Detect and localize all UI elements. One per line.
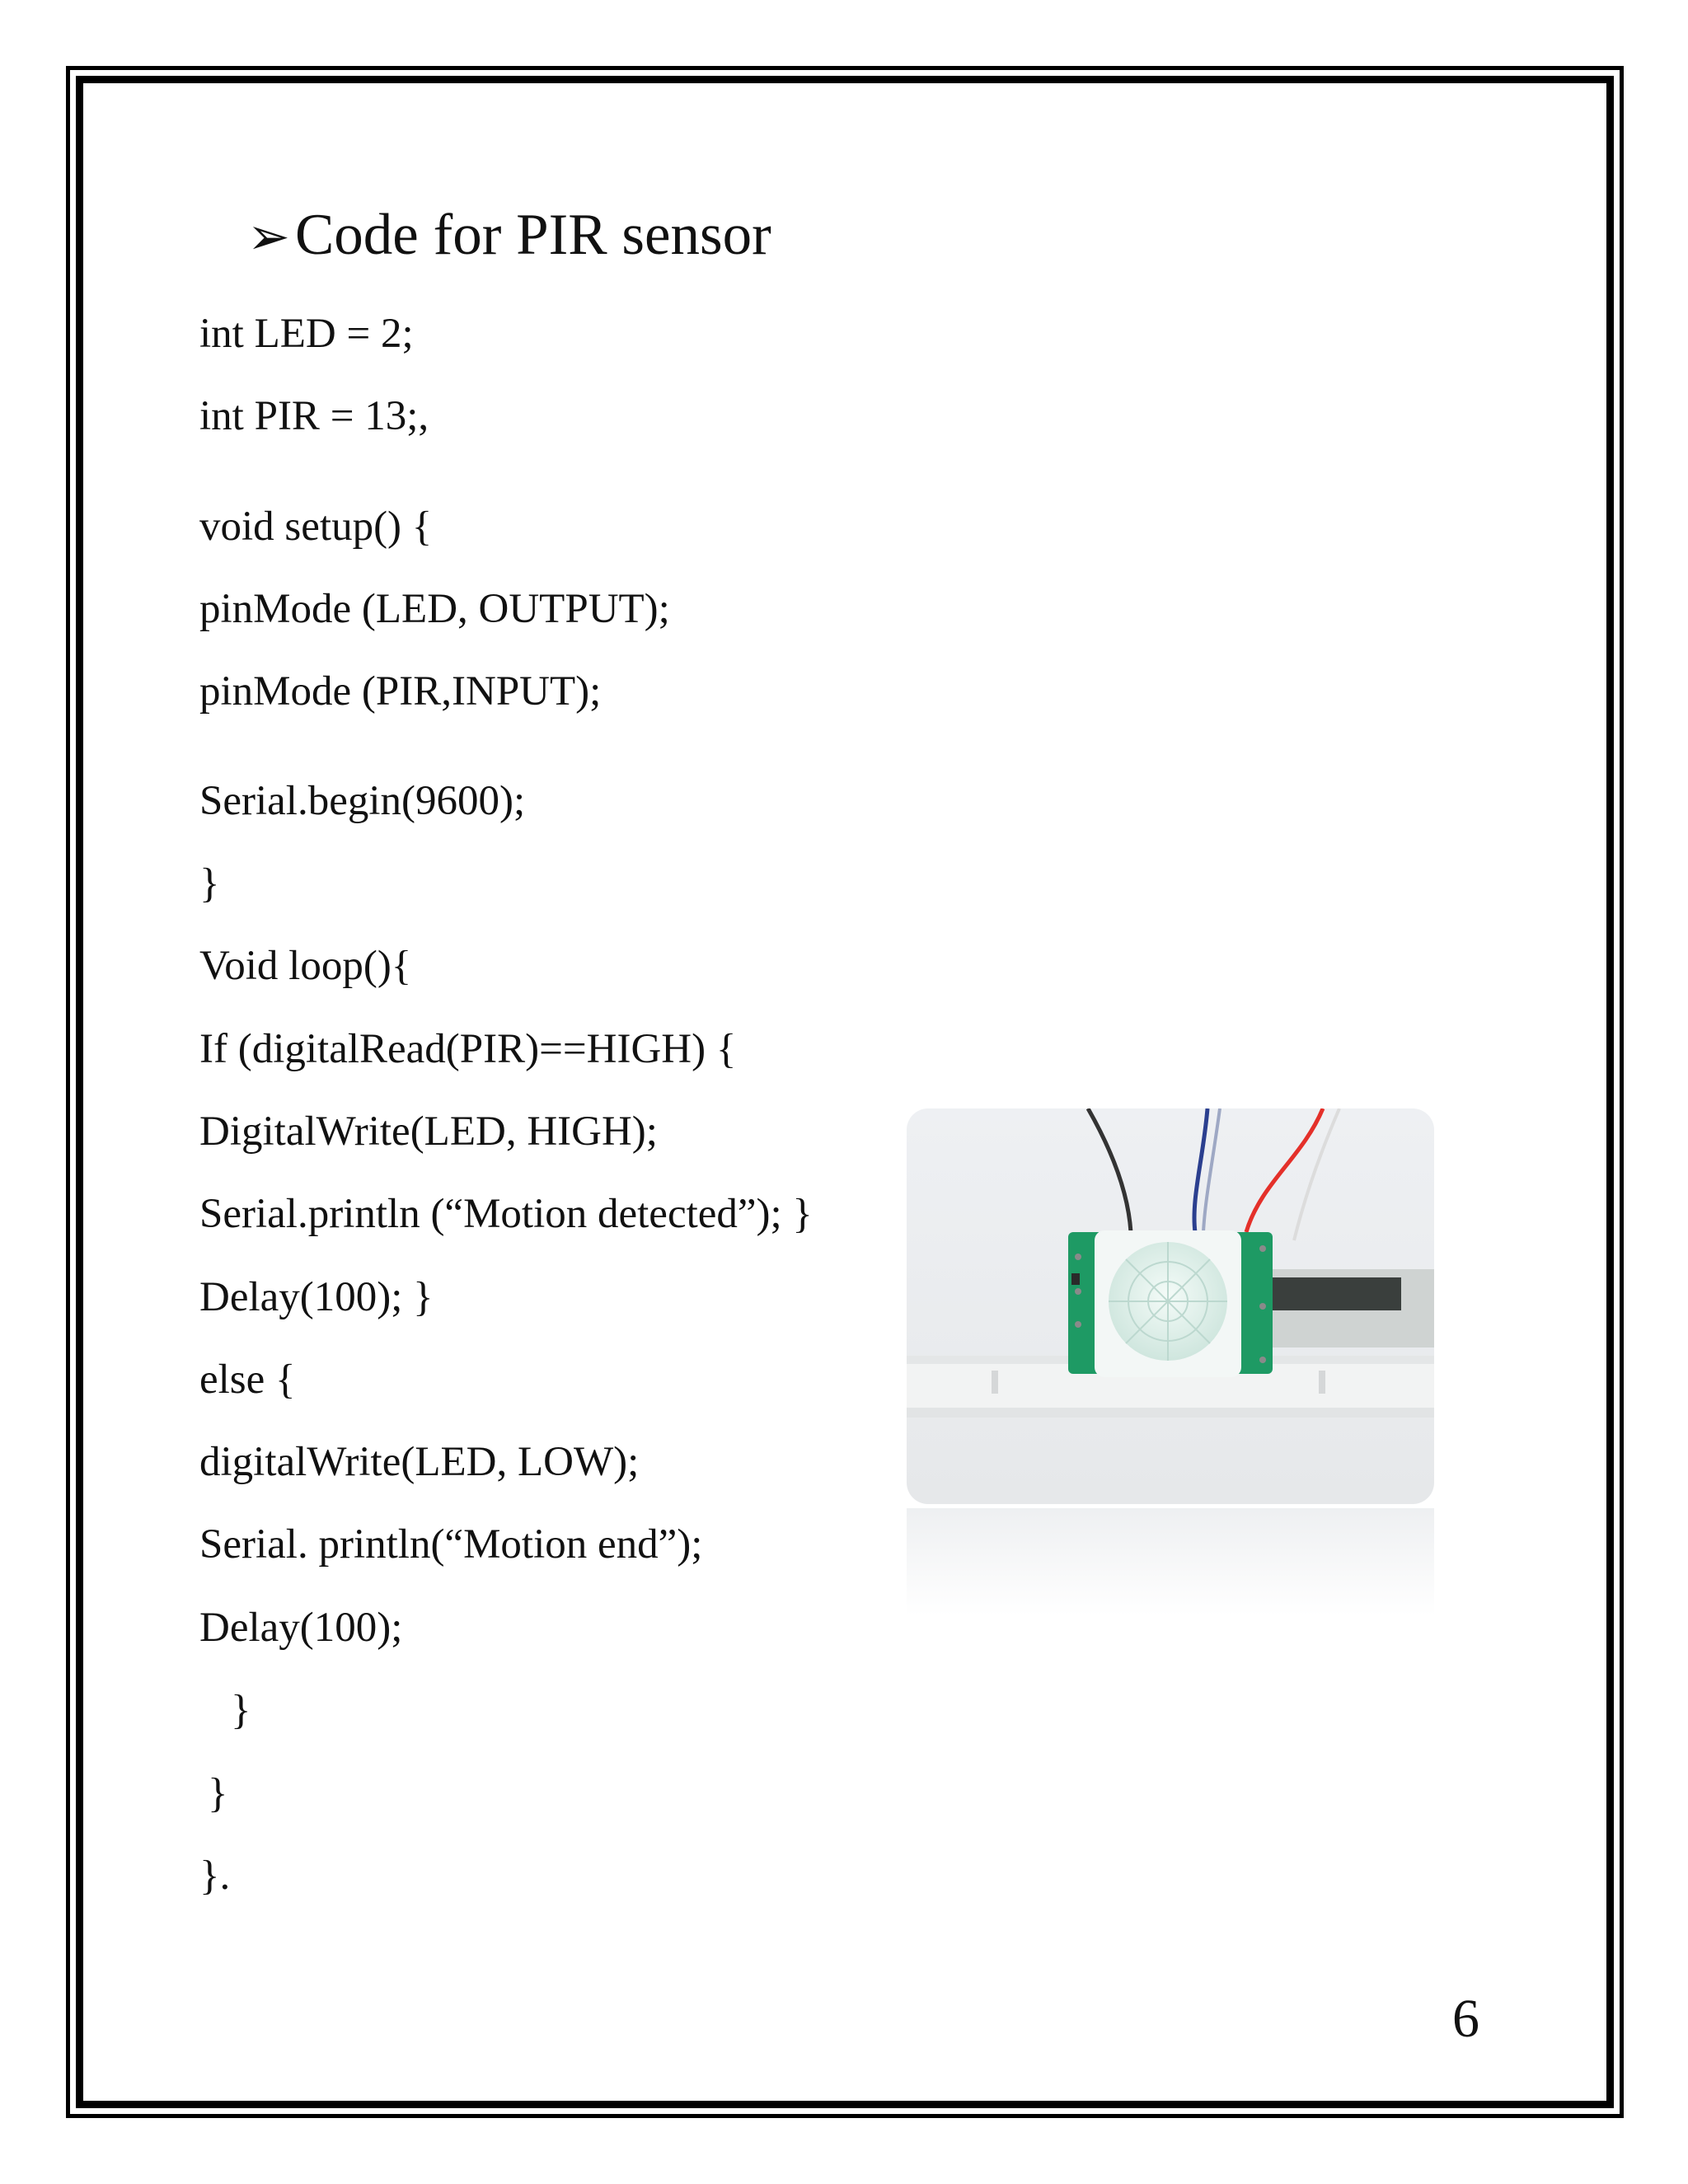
code-line: void setup() { [199,504,433,550]
code-line: }. [199,1853,231,1899]
page-border-inner [76,76,1614,2108]
code-line: Serial.println (“Motion detected”); } [199,1191,813,1237]
arrow-bullet-icon: ➢ [247,209,290,265]
code-line: int LED = 2; [199,311,414,357]
pir-sensor-photo [907,1108,1434,1504]
code-line: } [231,1687,251,1733]
code-line: Serial.begin(9600); [199,778,526,824]
code-line: Delay(100); } [199,1274,434,1320]
page-number: 6 [1452,1989,1479,2049]
code-line: digitalWrite(LED, LOW); [199,1439,640,1485]
heading-text: Code for PIR sensor [294,203,771,267]
code-line: pinMode (PIR,INPUT); [199,668,602,715]
code-line: else { [199,1357,296,1403]
section-heading [247,198,771,274]
code-line: Serial. println(“Motion end”); [199,1521,703,1568]
code-line: pinMode (LED, OUTPUT); [199,586,670,632]
code-line: Void loop(){ [199,943,412,989]
code-line: int PIR = 13;, [199,393,429,439]
photo-reflection [907,1508,1434,1615]
code-line: Delay(100); [199,1605,403,1651]
code-line: } [208,1770,228,1816]
code-line: } [199,860,220,907]
code-line: If (digitalRead(PIR)==HIGH) { [199,1026,737,1072]
code-line: DigitalWrite(LED, HIGH); [199,1108,658,1155]
